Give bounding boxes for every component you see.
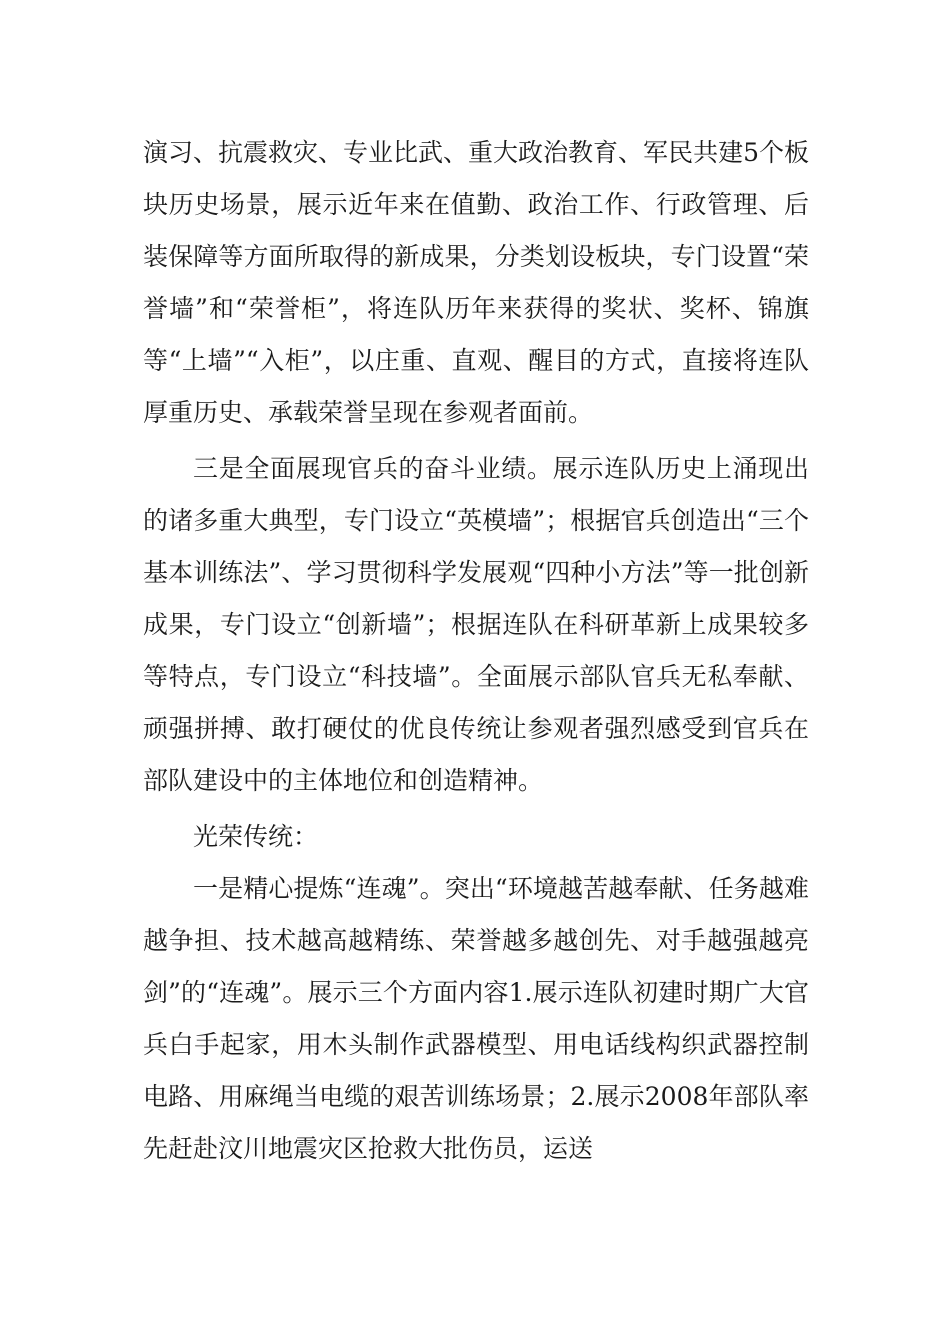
- paragraph-company-spirit: 一是精心提炼“连魂”。突出“环境越苦越奉献、任务越难越争担、技术越高越精练、荣誉越多越创先、对手越强越亮剑”的“连魂”。展示三个方面内容1.展示连队初建时期广大官兵白手起家，用木头制作武器模型、用电话线构织武器控制电路、用麻绳当电缆的艰苦训练场景；2.展示2008年部队率先赶赴汶川地震灾区抢救大批伤员，运送: [143, 874, 809, 1163]
- paragraph-exhibition-sections: 演习、抗震救灾、专业比武、重大政治教育、军民共建5个板块历史场景，展示近年来在值勤、政治工作、行政管理、后装保障等方面所取得的新成果，分类划设板块，专门设置“荣誉墙”和“荣誉柜”，将连队历年来获得的奖状、奖杯、锦旗等“上墙”“入柜”，以庄重、直观、醒目的方式，直接将连队厚重历史、承载荣誉呈现在参观者面前。: [143, 138, 809, 427]
- section-heading-glorious-tradition: 光荣传统：: [193, 822, 319, 851]
- paragraph-officer-achievements: 三是全面展现官兵的奋斗业绩。展示连队历史上涌现出的诸多重大典型，专门设立“英模墙”；根据官兵创造出“三个基本训练法”、学习贯彻科学发展观“四种小方法”等一批创新成果，专门设立“创新墙”；根据连队在科研革新上成果较多等特点，专门设立“科技墙”。全面展示部队官兵无私奉献、顽强拼搏、敢打硬仗的优良传统让参观者强烈感受到官兵在部队建设中的主体地位和创造精神。: [143, 454, 809, 795]
- document-body: [143, 127, 809, 1175]
